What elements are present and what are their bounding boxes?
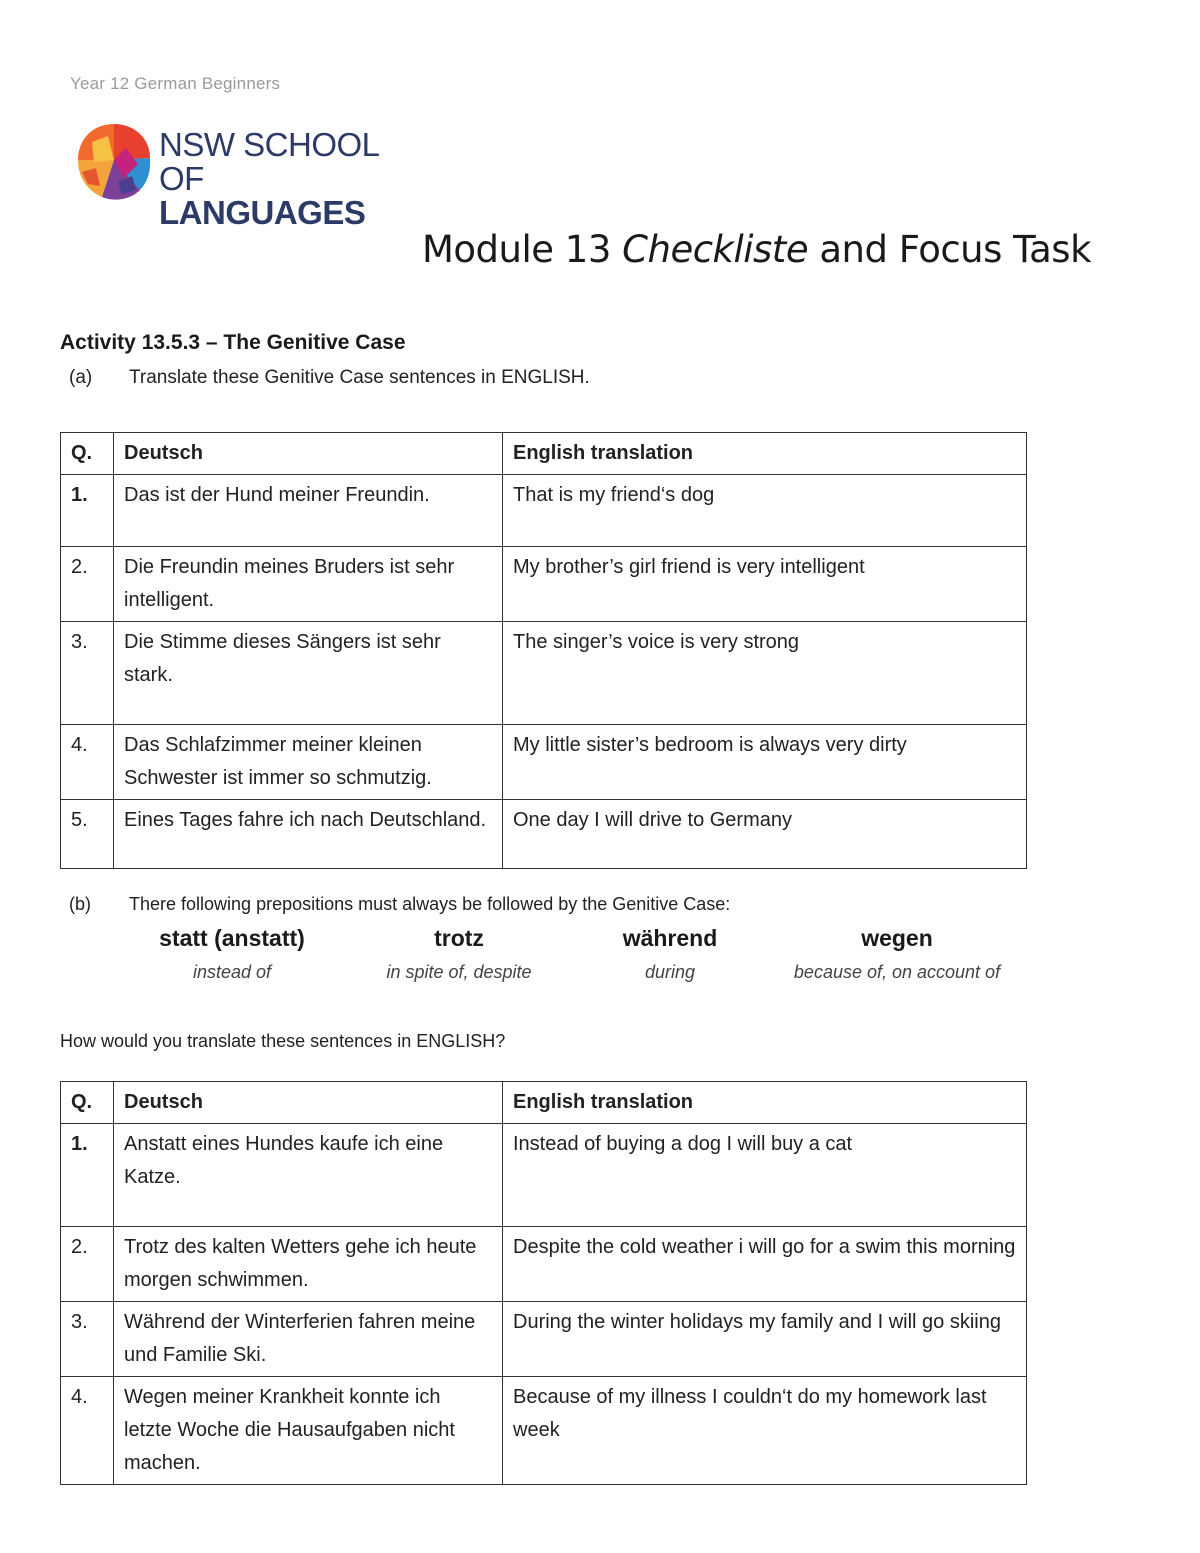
preposition-item — [550, 925, 790, 983]
german-sentence: Anstatt eines Hundes kaufe ich eine Katze. — [114, 1124, 503, 1227]
logo-line-2: OF LANGUAGES — [159, 160, 366, 231]
english-translation: My little sister’s bedroom is always very dirty — [503, 725, 1027, 800]
preposition-word: wegen — [861, 925, 933, 951]
german-sentence: Das ist der Hund meiner Freundin. — [114, 475, 503, 547]
header-deutsch: Deutsch — [114, 433, 503, 475]
german-sentence: Während der Winterferien fahren meine und Familie Ski. — [114, 1302, 503, 1377]
preposition-meaning: because of, on account of — [793, 962, 1001, 982]
logo-line-1: NSW SCHOOL — [159, 126, 380, 163]
part-a-instruction: (a) Translate these Genitive Case sentences in ENGLISH. — [69, 367, 590, 388]
row-number: 3. — [61, 622, 114, 725]
table-row — [61, 1227, 1027, 1302]
preposition-meaning: in spite of, despite — [386, 962, 532, 982]
activity-heading: Activity 13.5.3 – The Genitive Case — [60, 331, 406, 354]
english-translation: Despite the cold weather i will go for a swim this morning — [503, 1227, 1027, 1302]
german-sentence: Das Schlafzimmer meiner kleinen Schwester ist immer so schmutzig. — [114, 725, 503, 800]
row-number: 5. — [61, 800, 114, 869]
preposition-word: während — [622, 925, 718, 951]
row-number: 1. — [61, 1124, 114, 1227]
row-number: 2. — [61, 1227, 114, 1302]
english-translation: During the winter holidays my family and I will go skiing — [503, 1302, 1027, 1377]
preposition-item — [339, 925, 579, 983]
header-deutsch: Deutsch — [114, 1082, 503, 1124]
part-b-instruction: (b) There following prepositions must always be followed by the Genitive Case: — [69, 894, 731, 914]
preposition-item — [112, 925, 352, 983]
table-row — [61, 800, 1027, 869]
table-header-row — [61, 433, 1027, 475]
header-q: Q. — [61, 1082, 114, 1124]
english-translation: Because of my illness I couldn‘t do my homework last week — [503, 1377, 1027, 1485]
preposition-meaning: during — [644, 962, 696, 982]
german-sentence: Die Stimme dieses Sängers ist sehr stark. — [114, 622, 503, 725]
english-translation: The singer’s voice is very strong — [503, 622, 1027, 725]
german-sentence: Trotz des kalten Wetters gehe ich heute morgen schwimmen. — [114, 1227, 503, 1302]
english-translation: One day I will drive to Germany — [503, 800, 1027, 869]
preposition-word: statt (anstatt) — [159, 925, 305, 951]
header-english: English translation — [503, 433, 1027, 475]
english-translation: That is my friend‘s dog — [503, 475, 1027, 547]
row-number: 3. — [61, 1302, 114, 1377]
table-row — [61, 547, 1027, 622]
translation-table-b — [60, 1081, 1027, 1485]
row-number: 2. — [61, 547, 114, 622]
row-number: 4. — [61, 725, 114, 800]
header-english: English translation — [503, 1082, 1027, 1124]
german-sentence: Die Freundin meines Bruders ist sehr intelligent. — [114, 547, 503, 622]
logo-emblem-icon — [74, 120, 154, 202]
table-row — [61, 1302, 1027, 1377]
table-row — [61, 1377, 1027, 1485]
preposition-word: trotz — [434, 925, 484, 951]
preposition-meaning: instead of — [192, 962, 272, 982]
table-row — [61, 1124, 1027, 1227]
row-number: 4. — [61, 1377, 114, 1485]
page-title: Module 13 Checkliste and Focus Task — [422, 228, 1092, 271]
preposition-item — [777, 925, 1017, 983]
part-b-question: How would you translate these sentences in ENGLISH? — [60, 1031, 506, 1051]
table-row — [61, 622, 1027, 725]
table-row — [61, 475, 1027, 547]
header-q: Q. — [61, 433, 114, 475]
translation-table-a — [60, 432, 1027, 869]
english-translation: Instead of buying a dog I will buy a cat — [503, 1124, 1027, 1227]
header-note: Year 12 German Beginners — [70, 74, 281, 93]
english-translation: My brother’s girl friend is very intelligent — [503, 547, 1027, 622]
table-header-row — [61, 1082, 1027, 1124]
row-number: 1. — [61, 475, 114, 547]
nsw-school-of-languages-logo — [74, 120, 404, 231]
german-sentence: Wegen meiner Krankheit konnte ich letzte Woche die Hausaufgaben nicht machen. — [114, 1377, 503, 1485]
table-row — [61, 725, 1027, 800]
prepositions-list — [60, 925, 1050, 995]
german-sentence: Eines Tages fahre ich nach Deutschland. — [114, 800, 503, 869]
